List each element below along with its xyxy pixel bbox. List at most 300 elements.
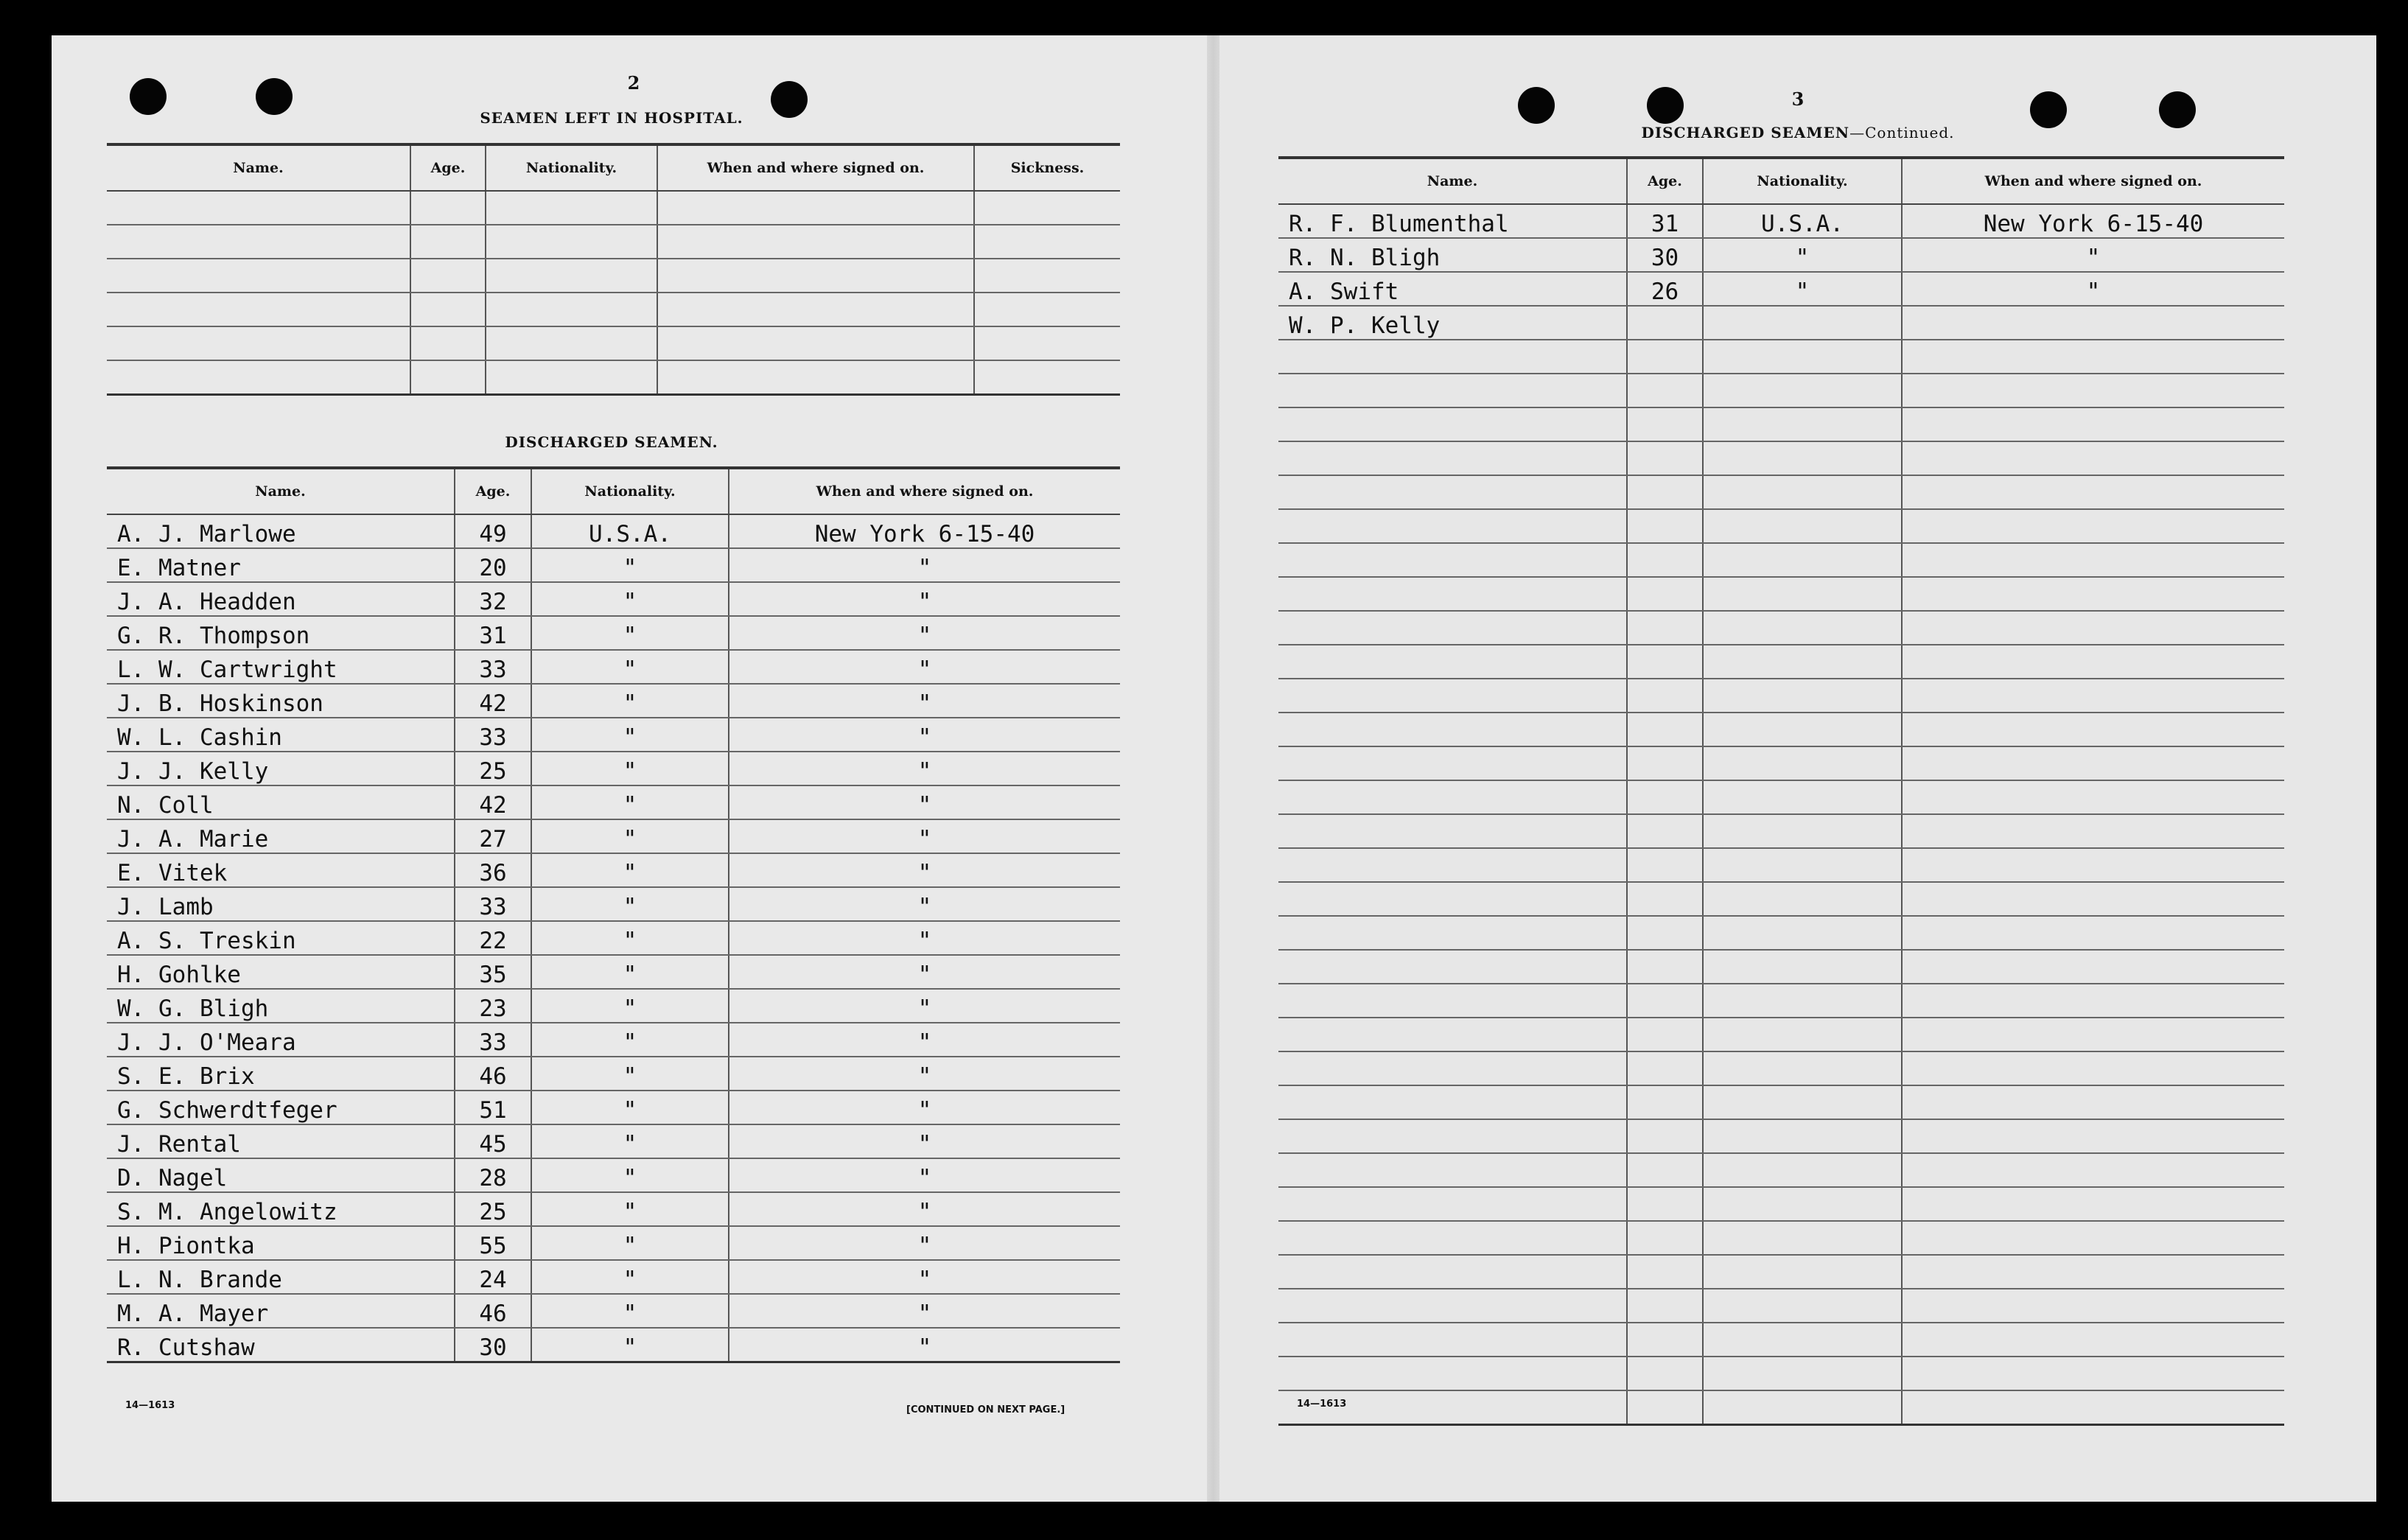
- table-row: [1278, 1018, 2284, 1051]
- column-header-nationality: Nationality.: [1703, 158, 1902, 204]
- nationality-cell: [1703, 475, 1902, 509]
- signed-on-cell: [1902, 645, 2284, 679]
- name-cell: [1278, 848, 1627, 882]
- age-cell: [1627, 780, 1703, 814]
- age-cell: 30: [455, 1328, 531, 1362]
- table-row: [1278, 1255, 2284, 1289]
- age-cell: [1627, 950, 1703, 984]
- nationality-cell: [486, 259, 657, 293]
- signed-on-cell: ": [729, 955, 1120, 989]
- age-cell: [1627, 1119, 1703, 1153]
- signed-on-cell: [1902, 374, 2284, 407]
- age-cell: 55: [455, 1226, 531, 1260]
- table-row: [107, 1023, 1120, 1057]
- nationality-cell: [1703, 407, 1902, 441]
- age-cell: 46: [455, 1294, 531, 1328]
- nationality-cell: [1703, 882, 1902, 916]
- age-cell: 42: [455, 684, 531, 718]
- name-cell: J. J. O'Meara: [107, 1023, 455, 1057]
- sickness-cell: [974, 293, 1120, 326]
- age-cell: [1627, 509, 1703, 543]
- column-header-signed-on: When and where signed on.: [1902, 158, 2284, 204]
- name-cell: M. A. Mayer: [107, 1294, 455, 1328]
- form-number: 14—1613: [125, 1400, 175, 1411]
- nationality-cell: ": [531, 853, 729, 887]
- hospital-section-title: SEAMEN LEFT IN HOSPITAL.: [480, 109, 743, 127]
- table-row: [107, 1057, 1120, 1091]
- nationality-cell: [486, 360, 657, 395]
- nationality-cell: [486, 191, 657, 225]
- name-cell: H. Gohlke: [107, 955, 455, 989]
- nationality-cell: [1703, 1323, 1902, 1357]
- nationality-cell: [1703, 1119, 1902, 1153]
- nationality-cell: ": [531, 921, 729, 955]
- nationality-cell: ": [531, 548, 729, 582]
- table-row: [107, 259, 1120, 293]
- table-row: [107, 718, 1120, 752]
- signed-on-cell: ": [729, 1192, 1120, 1226]
- nationality-cell: [486, 225, 657, 259]
- name-cell: [1278, 1187, 1627, 1221]
- age-cell: [1627, 1255, 1703, 1289]
- age-cell: 33: [455, 887, 531, 921]
- column-header-name: Name.: [107, 144, 410, 191]
- age-cell: 24: [455, 1260, 531, 1294]
- nationality-cell: ": [531, 1192, 729, 1226]
- age-cell: 36: [455, 853, 531, 887]
- continued-note: [CONTINUED ON NEXT PAGE.]: [906, 1404, 1065, 1415]
- sickness-cell: [974, 191, 1120, 225]
- nationality-cell: [1703, 950, 1902, 984]
- punch-hole: [256, 78, 293, 115]
- table-row: [107, 853, 1120, 887]
- nationality-cell: ": [531, 1158, 729, 1192]
- name-cell: J. Rental: [107, 1124, 455, 1158]
- name-cell: [1278, 1051, 1627, 1085]
- age-cell: 51: [455, 1091, 531, 1124]
- age-cell: [1627, 848, 1703, 882]
- name-cell: R. F. Blumenthal: [1278, 204, 1627, 238]
- signed-on-cell: [1902, 577, 2284, 611]
- name-cell: D. Nagel: [107, 1158, 455, 1192]
- column-header-nationality: Nationality.: [486, 144, 657, 191]
- name-cell: [1278, 814, 1627, 848]
- table-row: [1278, 1390, 2284, 1425]
- nationality-cell: [486, 326, 657, 360]
- signed-on-cell: [1902, 814, 2284, 848]
- signed-on-cell: [657, 225, 974, 259]
- column-header-age: Age.: [410, 144, 486, 191]
- name-cell: R. N. Bligh: [1278, 238, 1627, 272]
- signed-on-cell: ": [729, 1158, 1120, 1192]
- table-row: [1278, 577, 2284, 611]
- signed-on-cell: ": [729, 684, 1120, 718]
- age-cell: 22: [455, 921, 531, 955]
- age-cell: [1627, 441, 1703, 475]
- age-cell: 31: [455, 616, 531, 650]
- signed-on-cell: [1902, 1051, 2284, 1085]
- age-cell: 20: [455, 548, 531, 582]
- discharged-continued-title: [1584, 124, 2012, 141]
- signed-on-cell: [1902, 340, 2284, 374]
- table-row: [1278, 543, 2284, 577]
- signed-on-cell: [1902, 1255, 2284, 1289]
- signed-on-cell: ": [729, 548, 1120, 582]
- signed-on-cell: [1902, 306, 2284, 340]
- age-cell: 33: [455, 650, 531, 684]
- signed-on-cell: [1902, 984, 2284, 1018]
- age-cell: 25: [455, 752, 531, 785]
- name-cell: [1278, 1085, 1627, 1119]
- name-cell: [1278, 577, 1627, 611]
- table-row: [1278, 1323, 2284, 1357]
- age-cell: [1627, 814, 1703, 848]
- name-cell: [1278, 780, 1627, 814]
- signed-on-cell: ": [729, 1057, 1120, 1091]
- age-cell: [410, 293, 486, 326]
- table-row: [1278, 1153, 2284, 1187]
- age-cell: [1627, 611, 1703, 645]
- age-cell: [1627, 1323, 1703, 1357]
- name-cell: L. N. Brande: [107, 1260, 455, 1294]
- signed-on-cell: [1902, 746, 2284, 780]
- age-cell: 33: [455, 1023, 531, 1057]
- age-cell: [410, 259, 486, 293]
- age-cell: 26: [1627, 272, 1703, 306]
- name-cell: J. J. Kelly: [107, 752, 455, 785]
- signed-on-cell: [1902, 1390, 2284, 1425]
- signed-on-cell: [1902, 509, 2284, 543]
- nationality-cell: [1703, 780, 1902, 814]
- nationality-cell: ": [531, 1023, 729, 1057]
- table-row: [1278, 1221, 2284, 1255]
- age-cell: 32: [455, 582, 531, 616]
- table-row: [107, 1226, 1120, 1260]
- nationality-cell: [1703, 509, 1902, 543]
- signed-on-cell: [657, 326, 974, 360]
- nationality-cell: [1703, 1390, 1902, 1425]
- nationality-cell: ": [531, 1057, 729, 1091]
- table-row: [107, 921, 1120, 955]
- name-cell: A. J. Marlowe: [107, 514, 455, 548]
- signed-on-cell: New York 6-15-40: [729, 514, 1120, 548]
- nationality-cell: [1703, 1255, 1902, 1289]
- nationality-cell: [1703, 374, 1902, 407]
- name-cell: E. Vitek: [107, 853, 455, 887]
- age-cell: [1627, 746, 1703, 780]
- nationality-cell: ": [531, 1260, 729, 1294]
- signed-on-cell: [1902, 441, 2284, 475]
- age-cell: 30: [1627, 238, 1703, 272]
- column-header-nationality: Nationality.: [531, 468, 729, 514]
- table-row: [107, 616, 1120, 650]
- table-row: [1278, 848, 2284, 882]
- table-row: [1278, 713, 2284, 746]
- signed-on-cell: ": [729, 989, 1120, 1023]
- signed-on-cell: [1902, 1323, 2284, 1357]
- name-cell: [1278, 374, 1627, 407]
- age-cell: 45: [455, 1124, 531, 1158]
- age-cell: [1627, 543, 1703, 577]
- nationality-cell: ": [531, 819, 729, 853]
- name-cell: A. S. Treskin: [107, 921, 455, 955]
- table-row: [107, 1124, 1120, 1158]
- table-row: [1278, 984, 2284, 1018]
- name-cell: [1278, 916, 1627, 950]
- signed-on-cell: New York 6-15-40: [1902, 204, 2284, 238]
- page-number: 2: [627, 72, 640, 94]
- signed-on-cell: ": [729, 718, 1120, 752]
- punch-hole: [130, 78, 167, 115]
- table-row: [107, 293, 1120, 326]
- signed-on-cell: ": [729, 853, 1120, 887]
- name-cell: G. R. Thompson: [107, 616, 455, 650]
- name-cell: [1278, 713, 1627, 746]
- nationality-cell: ": [531, 1091, 729, 1124]
- table-row: [1278, 407, 2284, 441]
- nationality-cell: ": [531, 1124, 729, 1158]
- age-cell: [1627, 1289, 1703, 1323]
- table-row: [1278, 1187, 2284, 1221]
- nationality-cell: [1703, 848, 1902, 882]
- age-cell: [1627, 407, 1703, 441]
- nationality-cell: ": [1703, 272, 1902, 306]
- nationality-cell: [1703, 645, 1902, 679]
- signed-on-cell: [1902, 780, 2284, 814]
- sickness-cell: [974, 225, 1120, 259]
- name-cell: J. Lamb: [107, 887, 455, 921]
- age-cell: [1627, 882, 1703, 916]
- age-cell: [1627, 1187, 1703, 1221]
- name-cell: [107, 259, 410, 293]
- signed-on-cell: [1902, 611, 2284, 645]
- name-cell: [1278, 1119, 1627, 1153]
- age-cell: [1627, 306, 1703, 340]
- nationality-cell: [1703, 1221, 1902, 1255]
- name-cell: [1278, 475, 1627, 509]
- nationality-cell: ": [531, 955, 729, 989]
- nationality-cell: [1703, 340, 1902, 374]
- table-row: [1278, 1051, 2284, 1085]
- age-cell: [1627, 645, 1703, 679]
- name-cell: [1278, 746, 1627, 780]
- name-cell: [1278, 340, 1627, 374]
- table-row: [1278, 950, 2284, 984]
- nationality-cell: [1703, 679, 1902, 713]
- age-cell: [410, 326, 486, 360]
- signed-on-cell: ": [729, 1226, 1120, 1260]
- table-row: [1278, 1085, 2284, 1119]
- age-cell: [1627, 374, 1703, 407]
- table-row: [1278, 272, 2284, 306]
- nationality-cell: [486, 293, 657, 326]
- table-row: [1278, 645, 2284, 679]
- signed-on-cell: ": [1902, 238, 2284, 272]
- signed-on-cell: [657, 293, 974, 326]
- table-row: [1278, 916, 2284, 950]
- table-row: [107, 1328, 1120, 1362]
- age-cell: 49: [455, 514, 531, 548]
- name-cell: W. G. Bligh: [107, 989, 455, 1023]
- signed-on-cell: [1902, 1085, 2284, 1119]
- name-cell: N. Coll: [107, 785, 455, 819]
- table-row: [1278, 441, 2284, 475]
- table-row: [1278, 611, 2284, 645]
- table-row: [1278, 509, 2284, 543]
- signed-on-cell: [1902, 407, 2284, 441]
- table-header-row: [107, 468, 1120, 514]
- table-row: [1278, 340, 2284, 374]
- table-row: [1278, 475, 2284, 509]
- name-cell: [1278, 407, 1627, 441]
- sickness-cell: [974, 326, 1120, 360]
- discharged-continued-table: [1278, 156, 2284, 1426]
- age-cell: [1627, 577, 1703, 611]
- nationality-cell: [1703, 746, 1902, 780]
- table-row: [107, 1294, 1120, 1328]
- table-row: [107, 650, 1120, 684]
- name-cell: W. L. Cashin: [107, 718, 455, 752]
- signed-on-cell: [1902, 882, 2284, 916]
- name-cell: H. Piontka: [107, 1226, 455, 1260]
- name-cell: J. A. Marie: [107, 819, 455, 853]
- name-cell: [107, 360, 410, 395]
- nationality-cell: ": [531, 752, 729, 785]
- table-row: [107, 887, 1120, 921]
- signed-on-cell: [1902, 950, 2284, 984]
- nationality-cell: [1703, 1051, 1902, 1085]
- age-cell: 42: [455, 785, 531, 819]
- signed-on-cell: [1902, 475, 2284, 509]
- name-cell: [1278, 950, 1627, 984]
- age-cell: 33: [455, 718, 531, 752]
- nationality-cell: ": [1703, 238, 1902, 272]
- age-cell: 46: [455, 1057, 531, 1091]
- nationality-cell: [1703, 1289, 1902, 1323]
- signed-on-cell: ": [729, 1328, 1120, 1362]
- nationality-cell: ": [531, 887, 729, 921]
- column-header-name: Name.: [1278, 158, 1627, 204]
- table-row: [107, 514, 1120, 548]
- signed-on-cell: [1902, 1357, 2284, 1390]
- name-cell: R. Cutshaw: [107, 1328, 455, 1362]
- name-cell: [1278, 509, 1627, 543]
- table-row: [107, 989, 1120, 1023]
- name-cell: [1278, 1153, 1627, 1187]
- name-cell: J. B. Hoskinson: [107, 684, 455, 718]
- nationality-cell: ": [531, 650, 729, 684]
- table-row: [1278, 238, 2284, 272]
- age-cell: [1627, 340, 1703, 374]
- table-row: [1278, 204, 2284, 238]
- table-row: [1278, 679, 2284, 713]
- name-cell: [1278, 1255, 1627, 1289]
- column-header-signed-on: When and where signed on.: [729, 468, 1120, 514]
- age-cell: [1627, 1357, 1703, 1390]
- table-header-row: [1278, 158, 2284, 204]
- name-cell: W. P. Kelly: [1278, 306, 1627, 340]
- signed-on-cell: ": [729, 1124, 1120, 1158]
- age-cell: [1627, 1221, 1703, 1255]
- nationality-cell: ": [531, 1328, 729, 1362]
- name-cell: G. Schwerdtfeger: [107, 1091, 455, 1124]
- table-row: [107, 752, 1120, 785]
- nationality-cell: [1703, 441, 1902, 475]
- age-cell: [1627, 713, 1703, 746]
- age-cell: [1627, 1153, 1703, 1187]
- signed-on-cell: ": [729, 1260, 1120, 1294]
- title-main: DISCHARGED SEAMEN: [1641, 124, 1850, 141]
- nationality-cell: ": [531, 616, 729, 650]
- signed-on-cell: [1902, 1119, 2284, 1153]
- punch-hole: [2030, 91, 2067, 128]
- table-row: [107, 326, 1120, 360]
- age-cell: [1627, 984, 1703, 1018]
- nationality-cell: ": [531, 1294, 729, 1328]
- signed-on-cell: [657, 360, 974, 395]
- table-row: [107, 785, 1120, 819]
- sickness-cell: [974, 259, 1120, 293]
- table-row: [1278, 882, 2284, 916]
- age-cell: [1627, 1018, 1703, 1051]
- nationality-cell: ": [531, 989, 729, 1023]
- table-header-row: [107, 144, 1120, 191]
- age-cell: [410, 191, 486, 225]
- age-cell: 27: [455, 819, 531, 853]
- name-cell: [1278, 1018, 1627, 1051]
- name-cell: [1278, 1289, 1627, 1323]
- age-cell: 23: [455, 989, 531, 1023]
- age-cell: [1627, 1085, 1703, 1119]
- nationality-cell: [1703, 1187, 1902, 1221]
- signed-on-cell: ": [729, 921, 1120, 955]
- discharged-section-title: DISCHARGED SEAMEN.: [505, 433, 718, 451]
- name-cell: J. A. Headden: [107, 582, 455, 616]
- sickness-cell: [974, 360, 1120, 395]
- column-header-age: Age.: [455, 468, 531, 514]
- name-cell: [1278, 882, 1627, 916]
- name-cell: [1278, 679, 1627, 713]
- table-row: [107, 191, 1120, 225]
- signed-on-cell: [1902, 1018, 2284, 1051]
- nationality-cell: ": [531, 684, 729, 718]
- signed-on-cell: ": [1902, 272, 2284, 306]
- signed-on-cell: ": [729, 785, 1120, 819]
- table-row: [1278, 780, 2284, 814]
- signed-on-cell: [1902, 679, 2284, 713]
- name-cell: A. Swift: [1278, 272, 1627, 306]
- column-header-name: Name.: [107, 468, 455, 514]
- name-cell: [1278, 1323, 1627, 1357]
- nationality-cell: [1703, 984, 1902, 1018]
- age-cell: 25: [455, 1192, 531, 1226]
- nationality-cell: ": [531, 785, 729, 819]
- table-row: [1278, 374, 2284, 407]
- signed-on-cell: ": [729, 616, 1120, 650]
- signed-on-cell: [1902, 916, 2284, 950]
- table-row: [107, 1260, 1120, 1294]
- signed-on-cell: [1902, 713, 2284, 746]
- signed-on-cell: [1902, 1289, 2284, 1323]
- age-cell: [1627, 1051, 1703, 1085]
- nationality-cell: U.S.A.: [531, 514, 729, 548]
- name-cell: S. E. Brix: [107, 1057, 455, 1091]
- nationality-cell: [1703, 713, 1902, 746]
- age-cell: [1627, 679, 1703, 713]
- table-row: [107, 1192, 1120, 1226]
- nationality-cell: [1703, 1357, 1902, 1390]
- form-number: 14—1613: [1297, 1399, 1347, 1410]
